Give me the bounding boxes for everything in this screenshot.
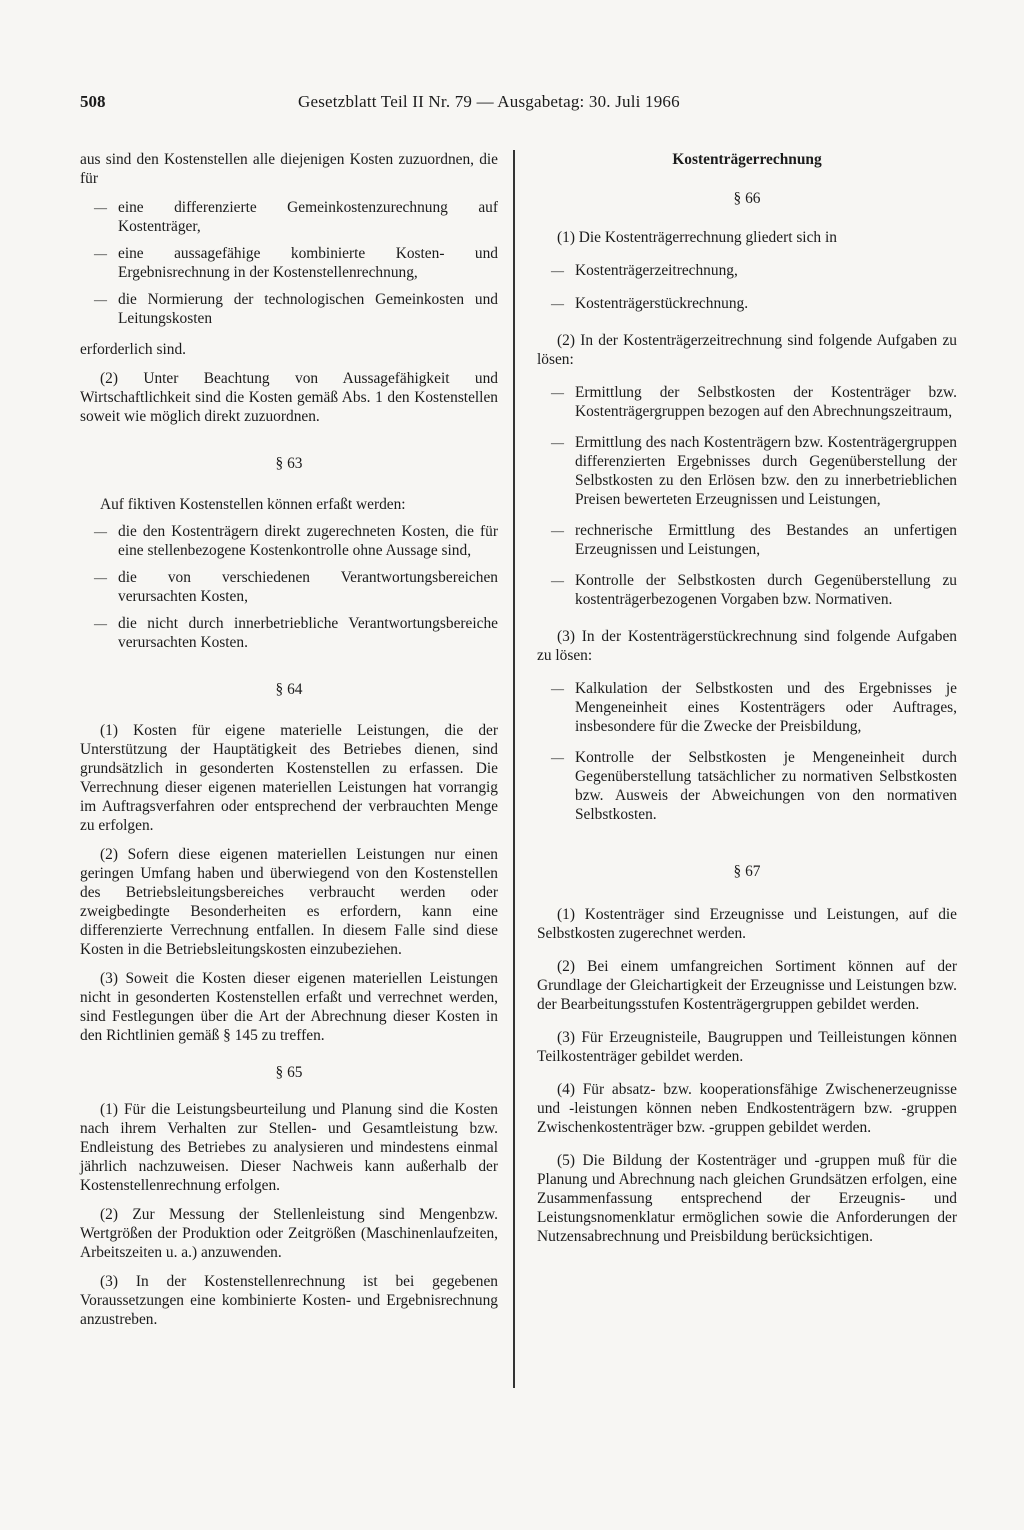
list-item: — Kostenträgerzeitrechnung, <box>537 261 957 280</box>
paragraph: (2) Sofern diese eigenen materiellen Leistungen nur einen geringen Umfang haben und überwiegend von den Kostenstellen des Betriebsleitungsbereiches verbraucht werden oder zweigbedingte Besonderheiten es erfordern, kann eine differenzierte Verrechnung entfallen. In diesem Falle sind diese Kosten in die Betriebsleitungskosten einzubeziehen. <box>80 846 498 958</box>
section-heading: § 66 <box>733 190 761 207</box>
section-heading: § 63 <box>275 455 303 472</box>
page-number: 508 <box>80 92 106 111</box>
section-heading: § 64 <box>275 681 303 698</box>
paragraph: (1) Kostenträger sind Erzeugnisse und Leistungen, auf die Selbstkosten zugerechnet werden. <box>537 906 957 942</box>
subheading: Kostenträgerrechnung <box>672 151 822 168</box>
page-header <box>80 92 960 118</box>
running-head: Gesetzblatt Teil II Nr. 79 — Ausgabetag: 30. Juli 1966 <box>298 92 680 111</box>
paragraph: Auf fiktiven Kostenstellen können erfaßt werden: <box>100 496 406 513</box>
list-item: — Kontrolle der Selbstkosten je Mengeneinheit durch Gegenüberstellung tatsächlicher zu normativen Selbstkosten bzw. Ausweis der Abweichungen von den normativen Selbstkosten. <box>537 748 957 824</box>
paragraph: (3) Soweit die Kosten dieser eigenen materiellen Leistungen nicht in gesonderten Kostenstellen erfaßt und verrechnet werden, sind Festlegungen über die Art der Abrechnung dieser Kosten in den Richtlinien gemäß § 145 zu treffen. <box>80 970 498 1044</box>
paragraph: (3) In der Kostenstellenrechnung ist bei gegebenen Voraussetzungen eine kombinierte Kosten- und Ergebnisrechnung anzustreben. <box>80 1273 498 1328</box>
paragraph: (2) Unter Beachtung von Aussagefähigkeit und Wirtschaftlichkeit sind die Kosten gemäß Abs. 1 den Kostenstellen soweit wie möglich direkt zuzuordnen. <box>80 370 498 425</box>
column-divider <box>513 150 515 1388</box>
paragraph: (3) Für Erzeugnisteile, Baugruppen und Teilleistungen können Teilkostenträger gebildet werden. <box>537 1029 957 1065</box>
list-item: — die nicht durch innerbetriebliche Verantwortungsbereiche verursachten Kosten. <box>80 614 498 652</box>
paragraph: (2) In der Kostenträgerzeitrechnung sind folgende Aufgaben zu lösen: <box>537 332 957 368</box>
paragraph: (2) Bei einem umfangreichen Sortiment können auf der Grundlage der Gleichartigkeit der Erzeugnisse und Leistungen bzw. der Bearbeitungsstufen Kostenträgergruppen gebildet werden. <box>537 958 957 1013</box>
section-heading: § 67 <box>733 863 761 880</box>
list-item: — eine aussagefähige kombinierte Kosten- und Ergebnisrechnung in der Kostenstellenrechnung, <box>80 244 498 282</box>
left-column <box>80 150 498 1339</box>
paragraph: aus sind den Kostenstellen alle diejenigen Kosten zuzuordnen, die für <box>80 151 498 187</box>
list-item: — die von verschiedenen Verantwortungsbereichen verursachten Kosten, <box>80 568 498 606</box>
list-item: — die den Kostenträgern direkt zugerechneten Kosten, die für eine stellenbezogene Kostenkontrolle ohne Aussage sind, <box>80 522 498 560</box>
paragraph: (3) In der Kostenträgerstückrechnung sind folgende Aufgaben zu lösen: <box>537 628 957 664</box>
paragraph: (5) Die Bildung der Kostenträger und -gruppen muß für die Planung und Abrechnung nach gleichen Grundsätzen erfolgen, eine Zusammenfassung entsprechend der Erzeugnis- und Leistungsnomenklatur ermöglichen sowie die Anforderungen der Nutzensabrechnung und Preisbildung berücksichtigen. <box>537 1152 957 1245</box>
paragraph: (4) Für absatz- bzw. kooperationsfähige Zwischenerzeugnisse und -leistungen können neben Endkostenträgern bzw. -gruppen Zwischenkostenträger bzw. -gruppen gebildet werden. <box>537 1081 957 1136</box>
right-column <box>537 150 957 1256</box>
paragraph: (1) Kosten für eigene materielle Leistungen, die der Unterstützung der Hauptätigkeit des Betriebes dienen, sind grundsätzlich in gesonderten Kostenstellen zu erfassen. Die Verrechnung dieser eigenen materiellen Leistungen hat vorrangig im Auftragsverfahren oder entsprechend der verbrauchten Menge zu erfolgen. <box>80 722 498 834</box>
list-item: — eine differenzierte Gemeinkostenzurechnung auf Kostenträger, <box>80 198 498 236</box>
list-item: — Kontrolle der Selbstkosten durch Gegenüberstellung zu kostenträgerbezogenen Vorgaben bzw. Normativen. <box>537 571 957 609</box>
list-item: — Ermittlung der Selbstkosten der Kostenträger bzw. Kostenträgergruppen bezogen auf den Abrechnungszeitraum, <box>537 383 957 421</box>
paragraph: (1) Für die Leistungsbeurteilung und Planung sind die Kosten nach ihrem Verhalten zur Stellen- und Gesamtleistung bzw. Endleistung des Betriebes zu analysieren und mindestens einmal jährlich nachzuweisen. Dieser Nachweis kann außerhalb der Kostenstellenrechnung erfolgen. <box>80 1101 498 1194</box>
list-item: — die Normierung der technologischen Gemeinkosten und Leitungskosten <box>80 290 498 328</box>
section-heading: § 65 <box>275 1064 303 1081</box>
list-item: — rechnerische Ermittlung des Bestandes an unfertigen Erzeugnissen und Leistungen, <box>537 521 957 559</box>
paragraph: (2) Zur Messung der Stellenleistung sind Mengenbzw. Wertgrößen der Produktion oder Zeitgrößen (Maschinenlaufzeiten, Arbeitszeiten u. a.) anzuwenden. <box>80 1206 498 1261</box>
paragraph: (1) Die Kostenträgerrechnung gliedert sich in <box>557 229 837 246</box>
paragraph: erforderlich sind. <box>80 341 186 358</box>
list-item: — Kostenträgerstückrechnung. <box>537 294 957 313</box>
list-item: — Kalkulation der Selbstkosten und des Ergebnisses je Mengeneinheit eines Kostenträgers oder Auftrages, insbesondere für die Zwecke der Preisbildung, <box>537 679 957 736</box>
list-item: — Ermittlung des nach Kostenträgern bzw. Kostenträgergruppen differenzierten Ergebnisses durch Gegenüberstellung der Selbstkosten zu den Erlösen bzw. den zu innerbetrieblichen Preisen bewerteten Erzeugnissen und Leistungen, <box>537 433 957 509</box>
